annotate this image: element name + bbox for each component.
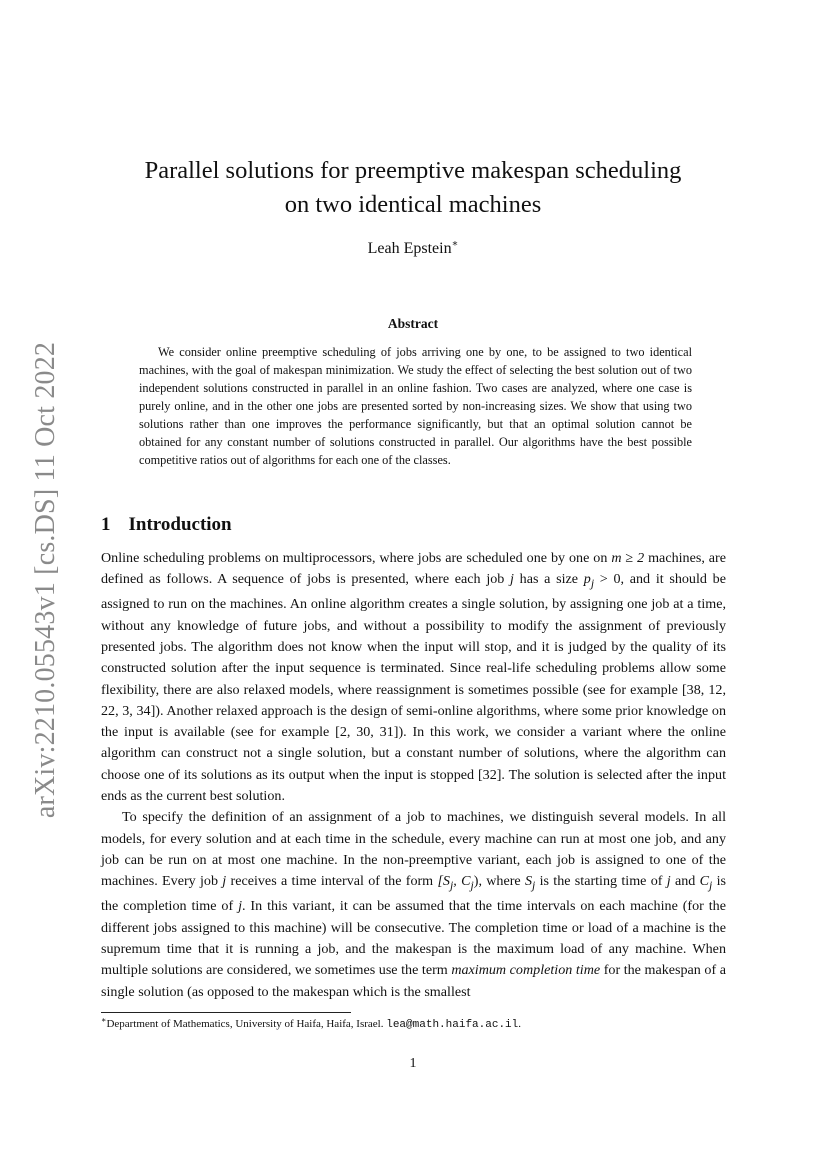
p1-text-1: Online scheduling problems on multiprocessors, where jobs are scheduled one by one on — [101, 550, 612, 566]
p1-math-m: m ≥ 2 — [611, 550, 645, 566]
abstract-heading: Abstract — [387, 316, 439, 331]
p2-text-2: receives a time interval of the form — [226, 873, 438, 890]
p2-math-interval-sub1: j — [449, 879, 454, 893]
p1-text-4: , and it should be assigned to run on the machines. An online algorithm creates a single solution, by assigning one job at a time, without any knowledge of future jobs, and without a possibility to modify the assignment of previously presented jobs. The algorithm does not know when the input will stop, and it is judged by the quality of its constructed solution after the input sequence is terminated. Since real-life scheduling problems allow some flexibility, there are also relaxed models, where reassignment is sometimes possible (see for example [38, 12, 22, 3, 34]). Another relaxed approach is the design of semi-online algorithms, where some prior knowledge on the input is available (see for example [2, 30, 31]). In this work, we consider a variant where the online algorithm can construct not a single solution, but a constant number of solutions, where the algorithm can choose one of its solutions as its output when the input is stopped [32]. The solution is selected after the input ends as the current best solution. — [101, 571, 726, 805]
p2-math-c-sub: j — [709, 879, 713, 893]
p1-text-3: has a size — [513, 571, 584, 588]
footnote-mark: ∗ — [101, 1015, 107, 1025]
title-line-1: Parallel solutions for preemptive makespan scheduling — [144, 157, 682, 184]
p2-text-8: for the makespan of a single solution (as opposed to the makespan which is the smallest — [101, 962, 726, 1000]
p2-text-3: , where — [478, 873, 525, 890]
p2-math-c: C — [699, 873, 710, 890]
footnote-end: . — [518, 1018, 522, 1030]
p2-text-1: To specify the definition of an assignment of a job to machines, we distinguish several models. In all models, for every solution and at each time in the schedule, every machine can run at most one job, and any job can be run on at most one machine. In the non-preemptive variant, each job is assigned to one of the machines. Every job — [101, 809, 726, 890]
author-footnote-mark: ∗ — [451, 238, 459, 250]
footnote — [101, 1017, 726, 1032]
p2-math-s: S — [524, 873, 533, 890]
p2-math-interval-b: , C — [453, 873, 471, 890]
author-email: lea@math.haifa.ac.il — [386, 1019, 519, 1031]
section-title: Introduction — [128, 514, 232, 535]
paragraph-1 — [101, 548, 726, 807]
arxiv-identifier: arXiv:2210.05543v1 [cs.DS] 11 Oct 2022 — [30, 341, 62, 819]
p2-math-interval-sub2: j — [470, 879, 474, 893]
p1-math-j: j — [510, 571, 514, 588]
p2-text-7: . In this variant, it can be assumed that the time intervals on each machine (for the different jobs assigned to this machine) will be consecutive. The completion time or load of a machine is the supremum time that it is running a job, and the makespan is the maximum load of any machine. When multiple solutions are considered, we sometimes use the term — [101, 898, 726, 979]
p2-text-6: is the completion time of — [101, 873, 726, 915]
p2-math-interval-a: [S — [437, 873, 450, 890]
section-number: 1 — [101, 514, 111, 535]
section-heading-introduction — [101, 514, 232, 536]
paper-title — [100, 154, 726, 222]
abstract-body — [139, 343, 692, 469]
p2-math-j3: j — [238, 898, 242, 915]
introduction-body — [101, 548, 726, 1003]
paragraph-2 — [101, 807, 726, 1002]
p2-text-4: is the starting time of — [535, 873, 667, 890]
page-number: 1 — [409, 1056, 417, 1071]
arxiv-side-stamp — [26, 340, 66, 820]
p2-math-j2: j — [666, 873, 671, 890]
p1-text-2: machines, are defined as follows. A sequence of jobs is presented, where each job — [101, 550, 726, 588]
p1-math-p-sub: j — [590, 577, 595, 591]
abstract-text: We consider online preemptive scheduling of jobs arriving one by one, to be assigned to two identical machines, with the goal of makespan minimization. We study the effect of selecting the best solution out of two independent solutions constructed in parallel in an online fashion. Two cases are analyzed, where one case is purely online, and in the other one jobs are presented sorted by non-increasing sizes. We show that using two solutions rather than one improves the performance significantly, but that an optimal solution cannot be obtained for any constant number of solutions constructed in parallel. Our algorithms have the best possible competitive ratios out of algorithms for each one of the classes. — [139, 345, 692, 467]
title-line-2: on two identical machines — [284, 191, 542, 218]
p1-math-gt: > 0 — [594, 571, 621, 588]
p2-math-j1: j — [222, 873, 227, 890]
footnote-affiliation: Department of Mathematics, University of Haifa, Haifa, Israel. — [106, 1018, 387, 1030]
author-line — [100, 240, 726, 258]
p2-math-s-sub: j — [532, 879, 536, 893]
p2-math-interval-c: ) — [473, 873, 479, 890]
author-name: Leah Epstein — [367, 240, 452, 257]
p2-text-5: and — [670, 873, 700, 890]
p2-emphasis: maximum completion time — [451, 962, 601, 979]
footnote-rule — [101, 1012, 351, 1013]
p1-math-p: p — [583, 571, 591, 588]
